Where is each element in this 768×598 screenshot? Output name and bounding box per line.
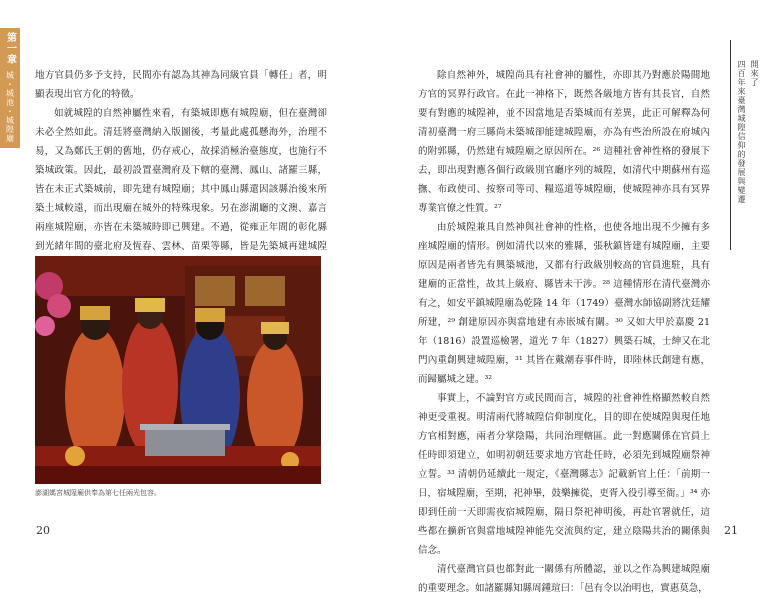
running-side-title	[736, 60, 760, 280]
right-paragraph-4: 清代臺灣官員也都對此一關係有所體認，並以之作為興建城隍廟的重要理念。如諸羅縣知縣周鍾瑄曰：「邑有令以治明也，實惠莫急，	[418, 564, 710, 594]
side-title-line-2: 四百年來臺灣城隍信仰的發展與變遷	[737, 60, 746, 204]
chapter-subtitle: 城・城池・城隍廟	[5, 71, 15, 143]
photo-caption: 澎湖媽宮城隍廟供奉為第七任兩光包容。	[35, 489, 161, 497]
right-page-body	[418, 66, 710, 598]
right-paragraph-3: 事實上，不論對官方或民間而言，城隍的社會神性格顯然較自然神更受重視。明清兩代將城隍信仰制度化，目的即在使城隍與現任地方官相對應，兩者分掌陰陽，共同治理轄區。此一對應關係在官員上任時即須建立，如明初朝廷要求地方官赴任時，必須先到城隍廟祭神立誓。³³ 清朝仍延續此一規定，《臺灣縣志》記載新官上任：「前期一日，宿城隍廟，至期，祀神畢，鼓樂擁從，吏胥入役引導至衙。」³⁴ 亦即到任前一天即需夜宿城隍廟，隔日祭祀神明後，再赴官署就任，這些都在擴新官與當地城隍神能先交流與約定，建立陰陽共治的關係與信念。	[418, 393, 710, 556]
chapter-label: 第一章	[4, 32, 16, 65]
right-page-number: 21	[724, 524, 738, 537]
left-page-body	[35, 66, 327, 275]
temple-photo	[35, 256, 321, 484]
left-paragraph-2: 如就城隍的自然神屬性來看，有築城即應有城隍廟，但在臺灣卻未必全然如此。清廷將臺灣納入版圖後，考量此處孤懸海外，治理不易，又為鄭氏王朝的舊地，仍存戒心，故採消極治臺態度，也施行不築城政策。因此，最初設置臺灣府及下轄的臺灣、鳳山、諸羅三縣，皆在未正式築城前，即先建有城隍廟；其中鳳山縣還因該縣治後來所築土城較遠，而出現廟在城外的特殊現象。另在澎湖廳的文澳、嘉言兩座城隍廟，亦皆在未築城時即已興建。不過，從雍正年間的彰化縣到光緒年間的臺北府及恆春、雲林、苗栗等縣，皆是先築城再建城隍	[35, 108, 327, 252]
chapter-tab	[0, 28, 20, 148]
left-paragraph-1: 地方官員仍多予支持，民間亦有認為其神為同級官員「轉任」者，明顯表現出官方化的特徵。	[35, 70, 327, 100]
side-rule	[730, 40, 731, 250]
side-title-line-1: 開來了	[750, 60, 759, 87]
left-page-number: 20	[36, 524, 50, 537]
right-paragraph-1: 除自然神外，城隍尚具有社會神的屬性，亦即其乃對應於陽間地方官的冥界行政官。在此一神格下，既然各級地方皆有其長官，自然要有對應的城隍神，並不因當地是否築城而有差異，此正可解釋為何清初臺灣一府三縣尚未築城卻能建城隍廟，亦為有些治所設在府城內的附郭縣，仍然建有城隍廟之原因所在。²⁶ 這種社會神性格的發展下去，即出現對應各個行政級別官廳序列的城隍，如清代中期蘇州有巡撫、布政使司、按察司等司、糧巡道等城隍廟，使城隍神亦具有冥界專業官僚之性質。²⁷	[418, 70, 710, 214]
right-paragraph-2: 由於城隍兼具自然神與社會神的性格，也使各地出現不少擁有多座城隍廟的情形。例如清代以來的雅縣，張秋鎮皆建有城隍廟，主要原因是兩者皆先有興築城池，又都有行政級別較高的官員進駐，具有建廟的正當性，故其上級府、縣皆未干涉。²⁸ 這種情形在清代臺灣亦有之，如安平鎮城隍廟為乾隆 14 年（1749）臺灣水師協副將沈廷耀所建，²⁹ 創建原因亦與當地建有赤嵌城有關。³⁰ 又如大甲於嘉慶 21 年（1816）設置巡檢署，道光 7 年（1827）興築石城，士紳又在北門內重創興建城隍廟，³¹ 其皆在戴潮春事件時，即陸林氏創建有應，而歸屬城之建。³²	[418, 222, 710, 385]
